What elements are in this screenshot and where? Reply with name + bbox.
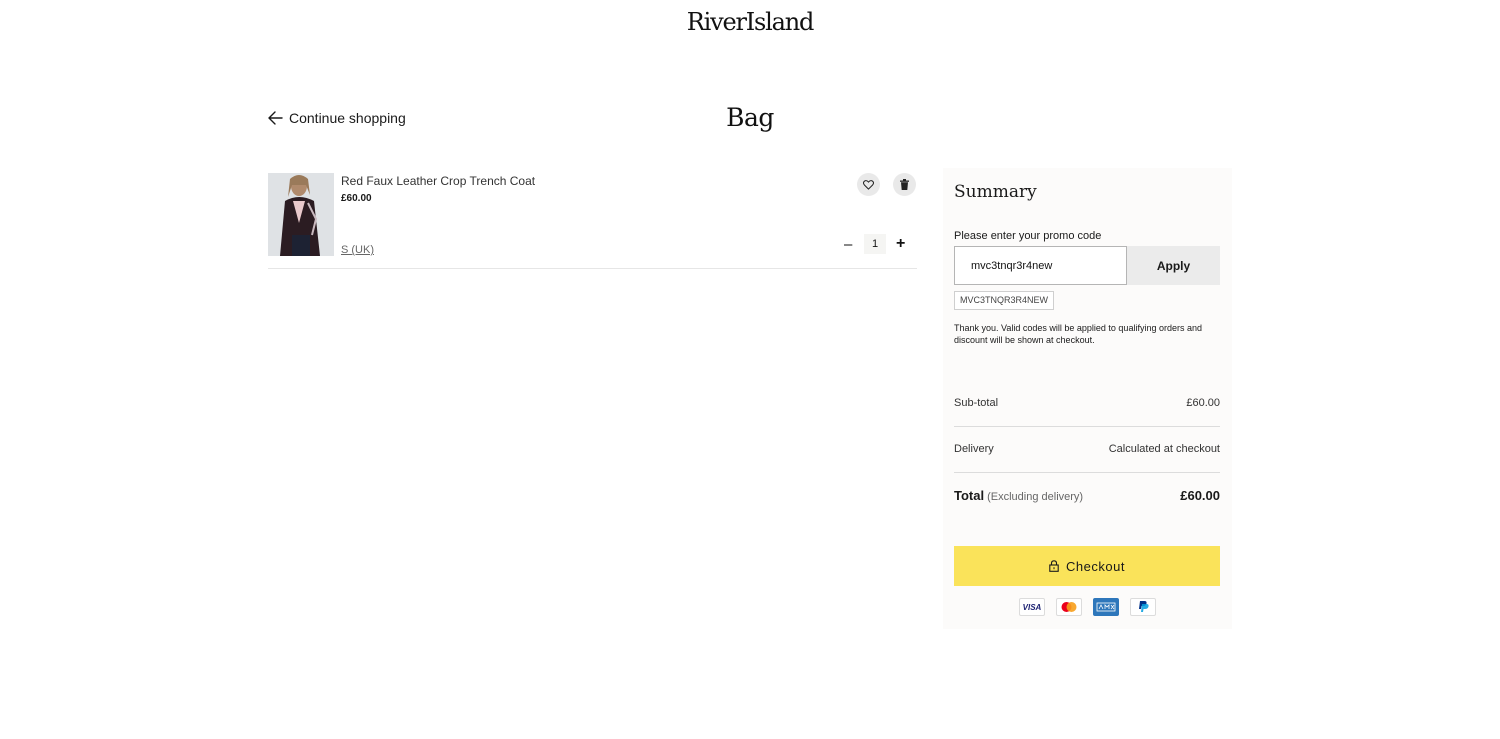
- bag-item: [268, 173, 917, 269]
- lock-icon: [1049, 560, 1059, 572]
- subtotal-row: [954, 397, 1220, 409]
- product-size-selector[interactable]: S (UK): [341, 244, 374, 256]
- product-price: £60.00: [341, 193, 372, 204]
- quantity-value: 1: [864, 234, 886, 254]
- visa-icon: VISA: [1019, 598, 1045, 616]
- wishlist-button[interactable]: [857, 173, 880, 196]
- continue-shopping-label: Continue shopping: [289, 110, 406, 126]
- delivery-value: Calculated at checkout: [1108, 443, 1220, 455]
- total-note: (Excluding delivery): [987, 491, 1084, 503]
- delivery-row: [954, 443, 1220, 455]
- summary-title: Summary: [954, 182, 1037, 202]
- total-label: Total: [954, 488, 985, 503]
- payment-methods: [943, 598, 1232, 616]
- order-summary: [943, 168, 1232, 629]
- promo-code-input[interactable]: [954, 246, 1127, 285]
- apply-promo-button[interactable]: Apply: [1127, 246, 1220, 285]
- promo-message: Thank you. Valid codes will be applied to qualifying orders and discount will be shown at checkout.: [954, 323, 1202, 345]
- checkout-label: Checkout: [1066, 558, 1125, 574]
- total-value: £60.00: [1180, 488, 1220, 503]
- subtotal-label: Sub-total: [954, 397, 999, 409]
- paypal-icon: [1130, 598, 1156, 616]
- promo-code-label: Please enter your promo code: [954, 230, 1102, 242]
- product-image[interactable]: [268, 173, 334, 256]
- product-name[interactable]: Red Faux Leather Crop Trench Coat: [341, 174, 536, 188]
- remove-item-button[interactable]: [893, 173, 916, 196]
- trash-icon: [900, 179, 909, 190]
- delivery-label: Delivery: [954, 443, 994, 455]
- heart-icon: [863, 180, 874, 190]
- checkout-button[interactable]: [954, 546, 1220, 586]
- quantity-decrease-button[interactable]: –: [844, 236, 853, 253]
- mastercard-icon: [1056, 598, 1082, 616]
- divider: [954, 472, 1220, 473]
- total-row: [954, 488, 1220, 503]
- quantity-increase-button[interactable]: +: [896, 235, 906, 252]
- applied-promo-chip: MVC3TNQR3R4NEW: [954, 291, 1054, 310]
- brand-logo[interactable]: RiverIsland: [686, 8, 814, 36]
- divider: [954, 426, 1220, 427]
- subtotal-value: £60.00: [1186, 397, 1220, 409]
- page-title: Bag: [726, 103, 774, 132]
- amex-icon: [1093, 598, 1119, 616]
